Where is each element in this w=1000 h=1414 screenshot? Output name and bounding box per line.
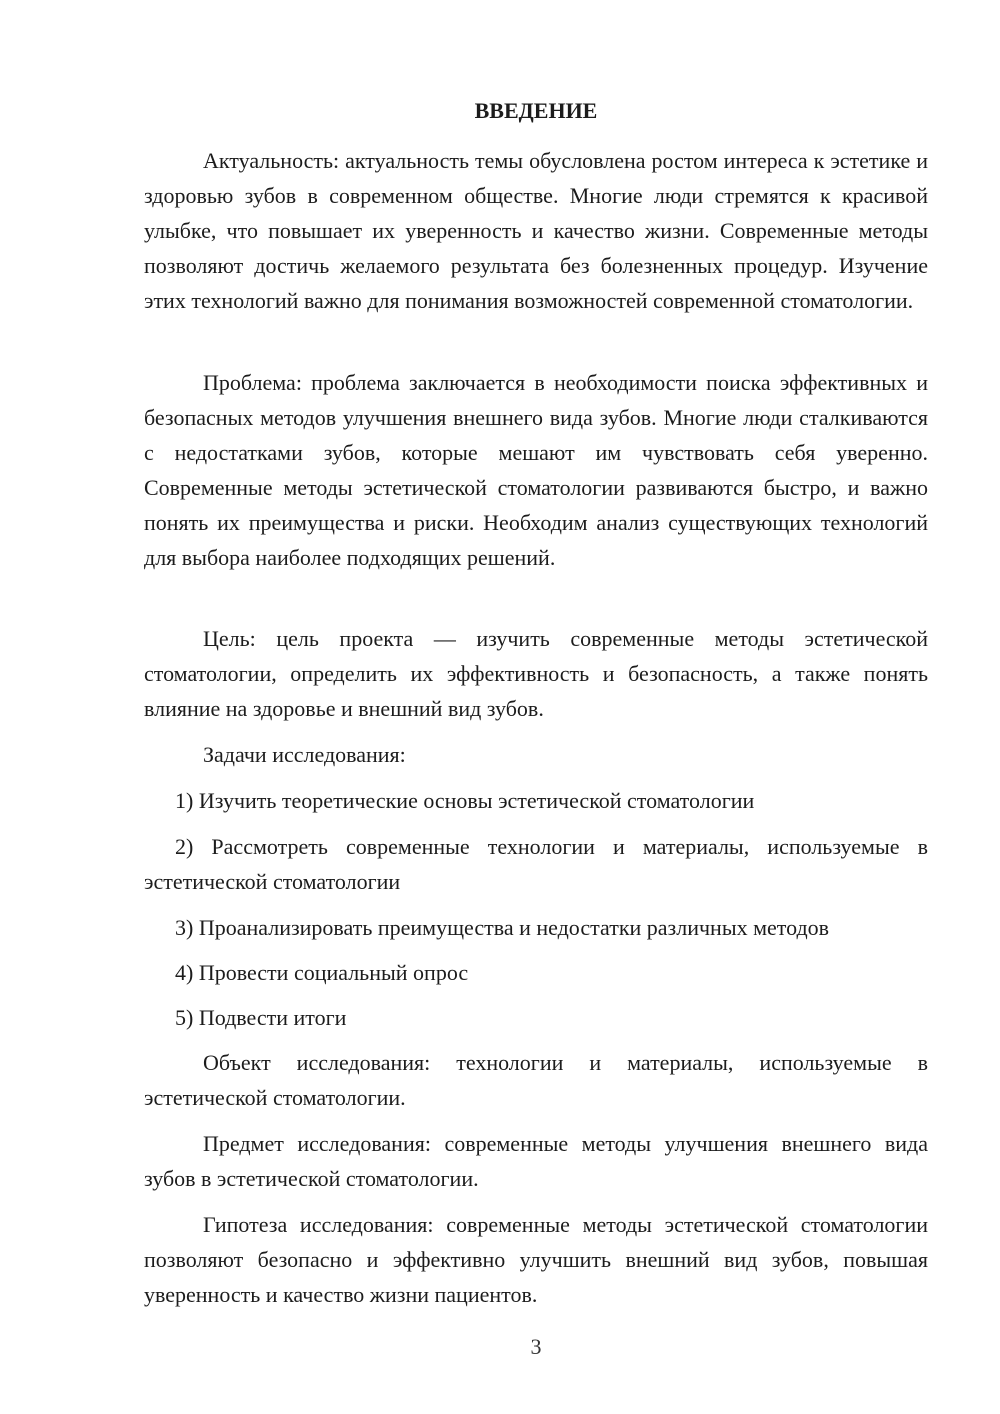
task-item-2: 2) Рассмотреть современные технологии и материалы, используемые в эстетической стоматологии bbox=[144, 834, 928, 894]
paragraph-hypothesis: Гипотеза исследования: современные методы эстетической стоматологии позволяют безопасно и эффективно улучшить внешний вид зубов, повышая уверенность и качество жизни пациентов. bbox=[144, 1212, 928, 1307]
task-item-3: 3) Проанализировать преимущества и недостатки различных методов bbox=[175, 915, 830, 940]
paragraph-relevance: Актуальность: актуальность темы обусловлена ростом интереса к эстетике и здоровью зубов в современном обществе. Многие люди стремятся к красивой улыбке, что повышает их уверенность и качество жизни. Современные методы позволяют достичь желаемого результата без болезненных процедур. Изучение этих технологий важно для понимания возможностей современной стоматологии. bbox=[144, 148, 928, 313]
task-item-4: 4) Провести социальный опрос bbox=[175, 960, 469, 985]
task-item-5: 5) Подвести итоги bbox=[175, 1005, 347, 1030]
page-number: 3 bbox=[530, 1334, 542, 1359]
task-item-1: 1) Изучить теоретические основы эстетической стоматологии bbox=[175, 788, 755, 813]
paragraph-problem: Проблема: проблема заключается в необходимости поиска эффективных и безопасных методов улучшения внешнего вида зубов. Многие люди сталкиваются с недостатками зубов, которые мешают им чувствовать себя уверенно. Современные методы эстетической стоматологии развиваются быстро, и важно понять их преимущества и риски. Необходим анализ существующих технологий для выбора наиболее подходящих решений. bbox=[144, 370, 928, 570]
paragraph-subject: Предмет исследования: современные методы улучшения внешнего вида зубов в эстетической стоматологии. bbox=[144, 1131, 928, 1191]
paragraph-goal: Цель: цель проекта — изучить современные методы эстетической стоматологии, определить их эффективность и безопасность, а также понять влияние на здоровье и внешний вид зубов. bbox=[144, 626, 928, 721]
page-title: ВВЕДЕНИЕ bbox=[474, 98, 598, 123]
tasks-heading: Задачи исследования: bbox=[203, 742, 406, 767]
paragraph-object: Объект исследования: технологии и материалы, используемые в эстетической стоматологии. bbox=[144, 1050, 928, 1110]
